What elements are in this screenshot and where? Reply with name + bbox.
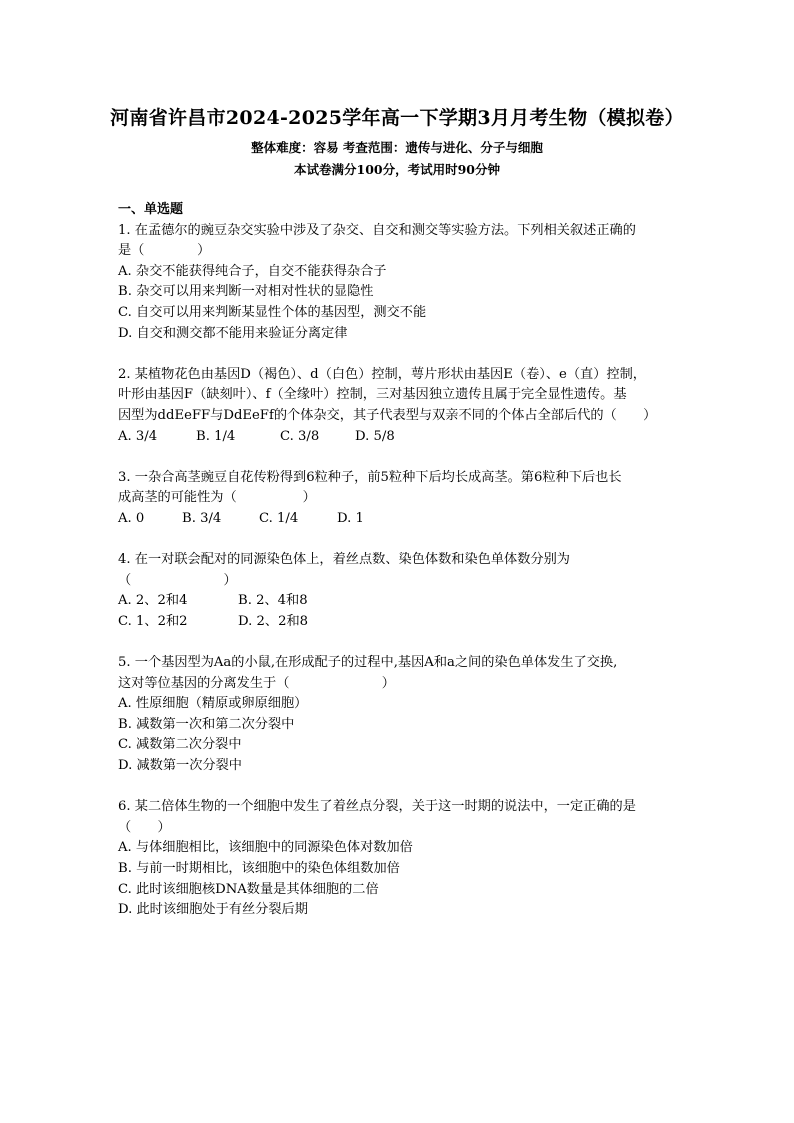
question-stem: （ ） — [118, 572, 237, 588]
option-c[interactable]: C. 1、2和2 — [118, 613, 188, 629]
option-b[interactable]: B. 2、4和8 — [238, 593, 308, 609]
option-b[interactable]: B. 1/4 — [196, 428, 236, 444]
option-c[interactable]: C. 减数第二次分裂中 — [118, 737, 242, 753]
option-b[interactable]: B. 减数第一次和第二次分裂中 — [118, 716, 295, 732]
question-stem: 成高茎的可能性为（ ） — [118, 490, 316, 506]
option-a[interactable]: A. 性原细胞（精原或卵原细胞） — [118, 696, 308, 712]
option-b[interactable]: B. 杂交可以用来判断一对相对性状的显隐性 — [118, 284, 374, 300]
question-stem: （ ） — [118, 819, 171, 835]
score-line: 本试卷满分100分，考试用时90分钟 — [294, 162, 500, 177]
question-stem: 是（ ） — [118, 243, 211, 259]
option-b[interactable]: B. 3/4 — [182, 510, 222, 526]
exam-content — [118, 200, 678, 921]
option-a[interactable]: A. 与体细胞相比，该细胞中的同源染色体对数加倍 — [118, 840, 413, 856]
option-c[interactable]: C. 1/4 — [259, 510, 299, 526]
option-d[interactable]: D. 自交和测交都不能用来验证分离定律 — [118, 325, 348, 341]
option-d[interactable]: D. 5/8 — [355, 428, 395, 444]
option-d[interactable]: D. 此时该细胞处于有丝分裂后期 — [118, 902, 308, 918]
option-c[interactable]: C. 此时该细胞核DNA数量是其体细胞的二倍 — [118, 881, 379, 897]
option-a[interactable]: A. 3/4 — [118, 428, 158, 444]
question-stem: 因型为ddEeFF与DdEeFf的个体杂交，其子代表型与双亲不同的个体占全部后代的（ ） — [118, 407, 657, 423]
question-2 — [118, 365, 678, 447]
question-5 — [118, 653, 678, 777]
question-stem: 3. 一杂合高茎豌豆自花传粉得到6粒种子，前5粒种下后均长成高茎。第6粒种下后也长 — [118, 469, 622, 485]
option-a[interactable]: A. 2、2和4 — [118, 593, 188, 609]
section-heading: 一、单选题 — [118, 202, 184, 217]
question-stem: 2. 某植物花色由基因D（褐色）、d（白色）控制，萼片形状由基因E（卷）、e（直）控制， — [118, 366, 646, 382]
difficulty-line: 整体难度：容易 考查范围：遗传与进化、分子与细胞 — [251, 140, 543, 155]
question-stem: 叶形由基因F（缺刻叶）、f（全缘叶）控制，三对基因独立遗传且属于完全显性遗传。基 — [118, 387, 627, 403]
option-d[interactable]: D. 2、2和8 — [238, 613, 309, 629]
question-stem: 1. 在孟德尔的豌豆杂交实验中涉及了杂交、自交和测交等实验方法。下列相关叙述正确的 — [118, 222, 636, 238]
question-6 — [118, 797, 678, 921]
option-b[interactable]: B. 与前一时期相比，该细胞中的染色体组数加倍 — [118, 861, 400, 876]
options-row — [118, 591, 678, 612]
option-a[interactable]: A. 0 — [118, 510, 145, 526]
question-1 — [118, 221, 678, 345]
option-c[interactable]: C. 3/8 — [280, 428, 320, 444]
question-3 — [118, 468, 678, 530]
options-row — [118, 509, 678, 530]
question-stem: 4. 在一对联会配对的同源染色体上，着丝点数、染色体数和染色单体数分别为 — [118, 552, 570, 568]
option-d[interactable]: D. 减数第一次分裂中 — [118, 758, 242, 774]
exam-title: 河南省许昌市2024-2025学年高一下学期3月月考生物（模拟卷） — [110, 107, 684, 129]
option-a[interactable]: A. 杂交不能获得纯合子，自交不能获得杂合子 — [118, 263, 387, 279]
question-4 — [118, 550, 678, 632]
question-stem: 这对等位基因的分离发生于（ ） — [118, 675, 395, 691]
option-d[interactable]: D. 1 — [337, 510, 364, 526]
question-stem: 6. 某二倍体生物的一个细胞中发生了着丝点分裂，关于这一时期的说法中，一定正确的是 — [118, 799, 636, 815]
question-stem: 5. 一个基因型为Aa的小鼠,在形成配子的过程中,基因A和a之间的染色单体发生了交换, — [118, 655, 618, 671]
options-row — [118, 427, 678, 448]
option-c[interactable]: C. 自交可以用来判断某显性个体的基因型，测交不能 — [118, 304, 427, 320]
options-row — [118, 612, 678, 633]
